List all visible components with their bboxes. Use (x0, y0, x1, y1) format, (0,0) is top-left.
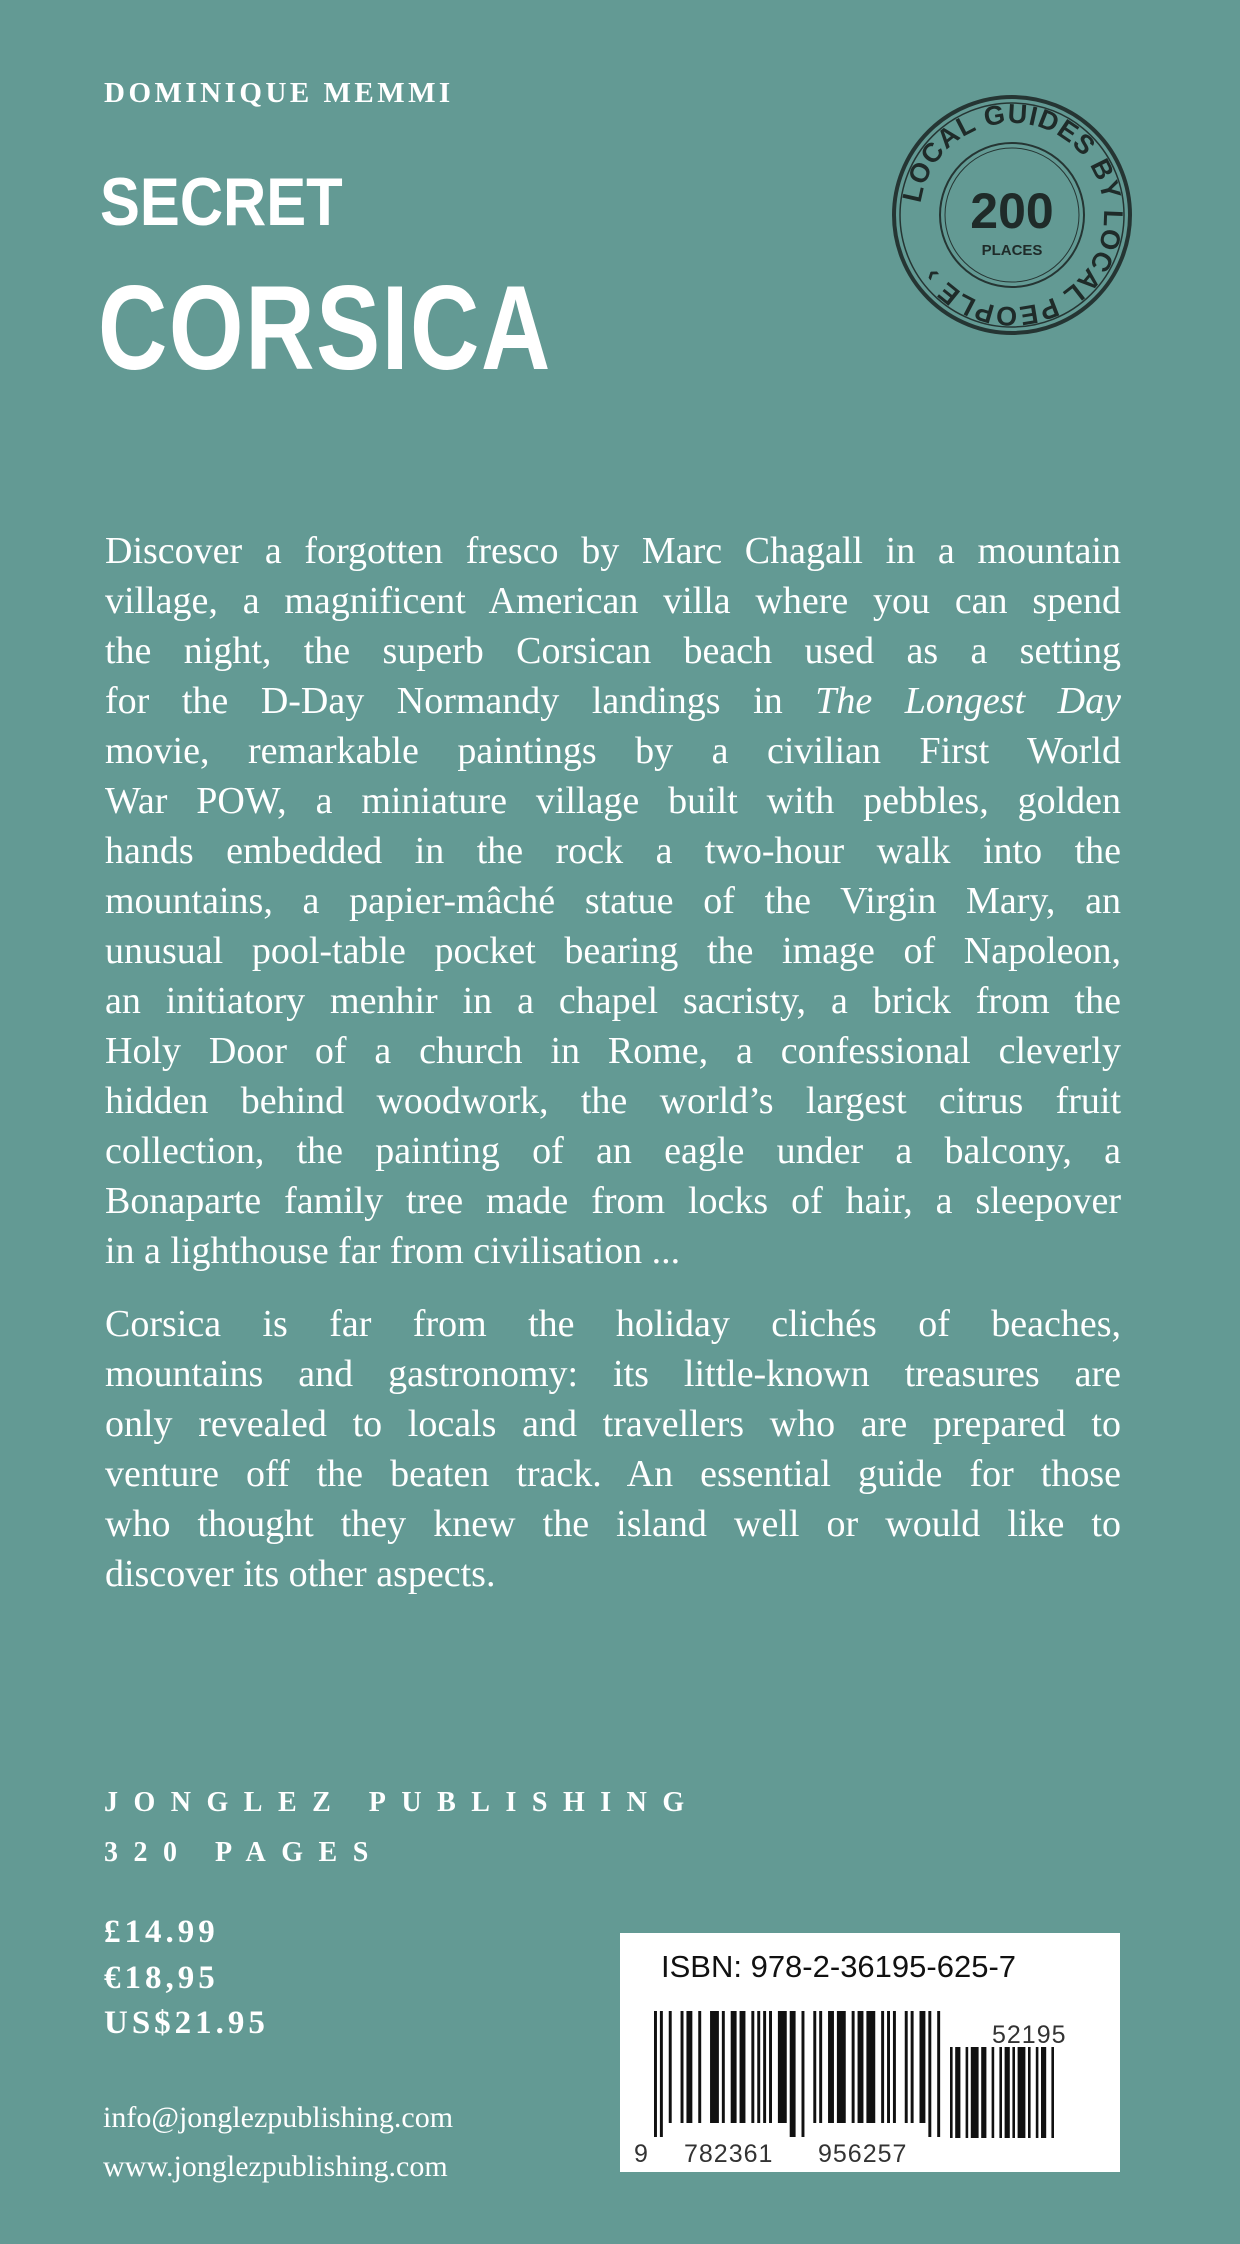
line-text: movie, remarkable paintings by a civilian First World (105, 730, 1121, 772)
barcode-digit-first: 9 (634, 2140, 648, 2168)
description-line (105, 926, 1121, 976)
description-line (105, 1176, 1121, 1226)
barcode-bar (660, 2011, 663, 2137)
barcode-bar (722, 2011, 725, 2123)
description-line (105, 676, 1121, 726)
line-text: an initiatory menhir in a chapel sacristy, a brick from the (105, 980, 1121, 1022)
line-text: mountains, a papier-mâché statue of the Virgin Mary, an (105, 880, 1121, 922)
barcode-bar (778, 2011, 787, 2123)
description-line: Corsica is far from the holiday clichés of beaches, (105, 1303, 1121, 1345)
barcode-bar (757, 2011, 760, 2123)
line-text: hidden behind woodwork, the world’s largest citrus fruit (105, 1080, 1121, 1122)
barcode-bar (1018, 2047, 1026, 2138)
barcode-bar (1005, 2047, 1010, 2138)
description-line (105, 1026, 1121, 1076)
barcode-bar (698, 2011, 701, 2123)
barcode-bar (731, 2011, 737, 2123)
line-text: Holy Door of a church in Rome, a confessional cleverly (105, 1030, 1121, 1072)
barcode-bar (1012, 2047, 1015, 2138)
barcode-bar (837, 2011, 846, 2123)
description-line (105, 726, 1121, 776)
barcode-bar (740, 2011, 746, 2123)
description-line: venture off the beaten track. An essential guide for those (105, 1453, 1121, 1495)
contact-email[interactable]: info@jonglezpublishing.com (103, 2101, 454, 2134)
description-line (105, 1126, 1121, 1176)
barcode-bar (911, 2011, 914, 2123)
barcode-bar (881, 2011, 884, 2123)
barcode-bar (866, 2011, 875, 2123)
barcode-bar (710, 2011, 719, 2123)
line-text: War POW, a miniature village built with pebbles, golden (105, 780, 1121, 822)
movie-title: The Longest Day (815, 680, 1121, 722)
title-corsica: CORSICA (98, 261, 552, 395)
barcode-bar (981, 2047, 986, 2138)
barcode-digits-left: 782361 (684, 2140, 774, 2168)
barcode-bar (681, 2011, 684, 2123)
line-text: in a lighthouse far from civilisation ... (105, 1230, 681, 1272)
line-text: village, a magnificent American villa where you can spend (105, 580, 1121, 622)
barcode-bar (920, 2011, 926, 2123)
barcode-bar (819, 2011, 822, 2123)
line-text: for the D-Day Normandy landings in (105, 680, 816, 722)
price-eur: €18,95 (104, 1960, 219, 1996)
local-guides-stamp (882, 90, 1142, 340)
barcode-bar (950, 2047, 953, 2138)
barcode-bar (858, 2011, 864, 2123)
description-line (105, 626, 1121, 676)
stamp-label: PLACES (981, 242, 1043, 259)
price-usd: US$21.95 (104, 2005, 269, 2041)
barcode-addon-digits: 52195 (992, 2021, 1067, 2049)
contact-website[interactable]: www.jonglezpublishing.com (103, 2150, 448, 2183)
description-line (105, 876, 1121, 926)
barcode-digits-right: 956257 (818, 2140, 908, 2168)
description-line (105, 1226, 1121, 1276)
description-line: discover its other aspects. (105, 1553, 496, 1595)
barcode-bar (887, 2011, 890, 2123)
barcode-bar (905, 2011, 908, 2123)
line-text: Discover a forgotten fresco by Marc Chagall in a mountain (105, 530, 1121, 572)
author-name: DOMINIQUE MEMMI (104, 77, 454, 109)
barcode-bar (999, 2047, 1002, 2138)
barcode-bar (828, 2011, 834, 2123)
description-line: who thought they knew the island well or would like to (105, 1503, 1121, 1545)
description-line (105, 576, 1121, 626)
barcode-bar (790, 2011, 796, 2137)
stamp-ring-text: LOCAL GUIDES BY LOCAL PEOPLE › (896, 98, 1129, 332)
barcode-bar (971, 2047, 979, 2138)
barcode-bar (751, 2011, 754, 2123)
line-text: unusual pool-table pocket bearing the image of Napoleon, (105, 930, 1121, 972)
barcode-bar (669, 2011, 672, 2123)
barcode-bar (852, 2011, 855, 2123)
line-text: hands embedded in the rock a two-hour walk into the (105, 830, 1121, 872)
description-line (105, 776, 1121, 826)
barcode-bar (992, 2047, 995, 2138)
description-paragraph-1 (105, 526, 1121, 1276)
line-text: collection, the painting of an eagle under a balcony, a (105, 1130, 1121, 1172)
barcode-bar (955, 2047, 960, 2138)
barcode-bar (769, 2011, 772, 2123)
description-line (105, 1076, 1121, 1126)
isbn-barcode (620, 1933, 1120, 2172)
description-line (105, 526, 1121, 576)
description-line (105, 826, 1121, 876)
description-line: mountains and gastronomy: its little-known treasures are (105, 1353, 1121, 1395)
description-line: only revealed to locals and travellers who are prepared to (105, 1403, 1121, 1445)
barcode-bar (928, 2011, 931, 2137)
page-count: 320 PAGES (104, 1837, 384, 1868)
title-secret: SECRET (100, 164, 343, 240)
barcode-bar (966, 2047, 969, 2138)
description-line (105, 976, 1121, 1026)
barcode-bar (813, 2011, 816, 2123)
barcode-bar (686, 2011, 692, 2123)
barcode-bar (893, 2011, 896, 2123)
publisher-name: JONGLEZ PUBLISHING (104, 1787, 700, 1818)
barcode-bar (937, 2011, 940, 2137)
barcode-bars (620, 1933, 1120, 2172)
line-text: Bonaparte family tree made from locks of hair, a sleepover (105, 1180, 1121, 1222)
stamp-number: 200 (970, 183, 1054, 239)
barcode-bar (802, 2011, 805, 2137)
barcode-bar (1036, 2047, 1039, 2138)
barcode-bar (1041, 2047, 1046, 2138)
barcode-bar (1028, 2047, 1031, 2138)
description-paragraph-2 (105, 1299, 1121, 1599)
isbn-label: ISBN: 978-2-36195-625-7 (661, 1949, 1017, 1984)
barcode-bar (1051, 2047, 1054, 2138)
barcode-bar (763, 2011, 766, 2123)
price-gbp: £14.99 (104, 1914, 219, 1950)
line-text: the night, the superb Corsican beach used as a setting (105, 630, 1121, 672)
barcode-bar (654, 2011, 657, 2137)
